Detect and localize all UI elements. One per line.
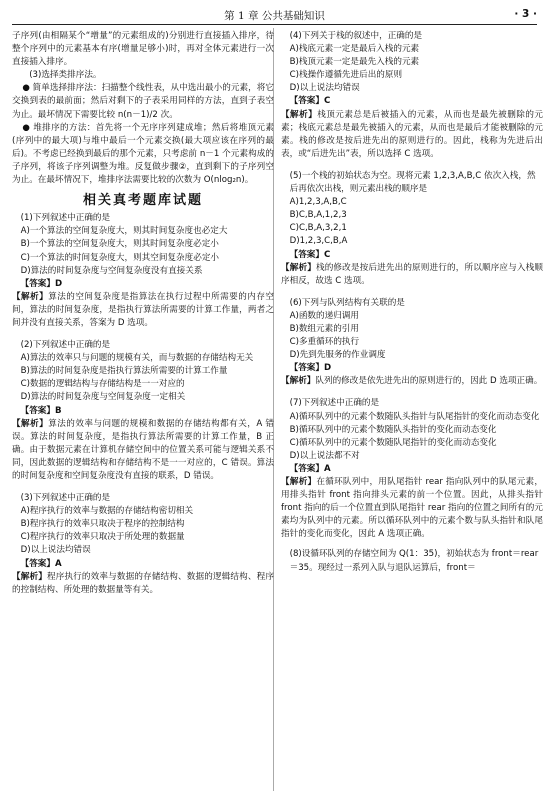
right-column xyxy=(281,30,543,575)
option: B)程序执行的效率只取决于程序的控制结构 xyxy=(20,519,185,530)
analysis-text: 队列的修改是依先进先出的原则进行的，因此 D 选项正确。 xyxy=(315,376,543,387)
option: C)C,B,A,3,2,1 xyxy=(289,223,347,234)
chapter-title: 第 1 章 公共基础知识 xyxy=(224,10,325,22)
question-stem: (4)下列关于栈的叙述中，正确的是 xyxy=(289,31,423,41)
analysis-label: 【解析】 xyxy=(281,376,316,387)
answer-label: 【答案】 xyxy=(20,278,55,289)
option: C)循环队列中的元素个数随队尾指针的变化而动态变化 xyxy=(289,437,497,448)
answer-line xyxy=(12,405,274,418)
paragraph: 子序列(由相隔某个“增量”的元素组成的)分别进行直接插入排序，待整个序列中的元素基本有序(增量足够小)时，再对全体元素进行一次直接插入排序。 xyxy=(12,31,274,68)
analysis xyxy=(12,571,274,597)
answer-value: C xyxy=(323,249,331,260)
analysis-label: 【解析】 xyxy=(281,477,317,487)
analysis-text: 在循环队列中，用队尾指针 rear 指向队列中的队尾元素，用排头指针 front 指向排头元素的前一个位置。因此，从排头指针 front 指向的后一个位置直到队尾指针 rear 指向的位置之间所有的元素均为队列中的元素。所以循环队列中的元素个数与队头指针和队尾指针的变化而变化，因此 A 选项正确。 xyxy=(281,477,543,540)
page-header xyxy=(12,6,537,25)
question-3 xyxy=(12,492,274,597)
option: A)函数的递归调用 xyxy=(289,310,359,321)
option: A)循环队列中的元素个数随队头指针与队尾指针的变化而动态变化 xyxy=(289,411,540,422)
answer-label: 【答案】 xyxy=(289,463,324,474)
answer-value: C xyxy=(323,96,331,107)
answer-label: 【答案】 xyxy=(289,363,324,374)
question-stem: (6)下列与队列结构有关联的是 xyxy=(289,297,405,308)
analysis-label: 【解析】 xyxy=(12,418,49,429)
page-number: · 3 · xyxy=(514,8,537,20)
option: C)栈操作遵循先进后出的原则 xyxy=(289,70,403,81)
answer-line xyxy=(12,278,274,291)
answer-label: 【答案】 xyxy=(289,249,324,260)
option: A)栈底元素一定是最后入栈的元素 xyxy=(289,44,420,55)
analysis-label: 【解析】 xyxy=(12,571,47,582)
option: B)栈顶元素一定是最先入栈的元素 xyxy=(289,57,420,68)
answer-label: 【答案】 xyxy=(20,405,55,416)
analysis-label: 【解析】 xyxy=(12,291,49,302)
option: D)算法的时间复杂度与空间复杂度没有直接关系 xyxy=(20,265,203,276)
question-8 xyxy=(281,548,543,574)
analysis-text: 栈顶元素总是后被插入的元素，从而也是最先被删除的元素；栈底元素总是最先被插入的元素，从而也是最后才能被删除的元素。栈的修改是按后进先出的原则进行的。因此，栈称为先进后出表，或“后进先出”表，所以选择 C 选项。 xyxy=(281,109,543,159)
bullet-paragraph: ● 简单选择排序法：扫描整个线性表，从中选出最小的元素，将它交换到表的最前面；然后对剩下的子表采用同样的方法，直到子表空为止。最坏情况下需要比较 n(n－1)/2 次。 xyxy=(12,83,274,120)
option: C)程序执行的效率只取决于所处理的数据量 xyxy=(20,532,185,543)
option: B)一个算法的空间复杂度大，则其时间复杂度必定小 xyxy=(20,239,219,250)
analysis-text: 程序执行的效率与数据的存储结构、数据的逻辑结构、程序的控制结构、所处理的数据量等有关。 xyxy=(12,571,274,595)
section-title: 相关真考题库试题 xyxy=(82,193,203,209)
analysis xyxy=(281,262,543,288)
option: D)以上说法均错误 xyxy=(289,83,360,94)
answer-value: A xyxy=(54,558,62,569)
option: B)循环队列中的元素个数随队头指针的变化而动态变化 xyxy=(289,424,497,435)
option: A)算法的效率只与问题的规模有关，而与数据的存储结构无关 xyxy=(20,353,254,364)
answer-line xyxy=(281,463,543,476)
answer-value: B xyxy=(54,405,62,416)
subheading: (3)选择类排序法。 xyxy=(29,70,102,81)
answer-label: 【答案】 xyxy=(289,96,324,107)
analysis-text: 算法的效率与问题的规模和数据的存储结构都有关，A 错误。算法的时间复杂度，是指执行算法所需要的计算工作量，B 正确。由于数据元素在计算机存储空间中的位置关系可能与逻辑关系不同，因此数据的逻辑结构和存储结构不是一一对应的，C 错误。算法的时间复杂度和空间复杂度没有直接的联系，D 错误。 xyxy=(12,418,274,481)
analysis xyxy=(12,418,274,483)
option: A)1,2,3,A,B,C xyxy=(289,197,347,208)
option: A)一个算法的空间复杂度大，则其时间复杂度也必定大 xyxy=(20,226,228,237)
question-7 xyxy=(281,397,543,541)
answer-label: 【答案】 xyxy=(20,558,55,569)
answer-value: D xyxy=(54,278,63,289)
analysis-label: 【解析】 xyxy=(281,262,316,273)
question-stem: (5)一个栈的初始状态为空。现将元素 1,2,3,A,B,C 依次入栈，然后再依次出栈，则元素出栈的顺序是 xyxy=(289,170,536,195)
option: C)数据的逻辑结构与存储结构是一一对应的 xyxy=(20,379,185,390)
option: D)算法的时间复杂度与空间复杂度一定相关 xyxy=(20,392,186,403)
analysis-text: 算法的空间复杂度是指算法在执行过程中所需要的内存空间，算法的时间复杂度，是指执行算法所需要的计算工作量，两者之间并没有直接关系，答案为 D 选项。 xyxy=(12,291,274,328)
option: A)程序执行的效率与数据的存储结构密切相关 xyxy=(20,506,194,517)
option: C)一个算法的时间复杂度大，则其空间复杂度必定小 xyxy=(20,252,220,263)
answer-value: D xyxy=(323,363,332,374)
option: D)1,2,3,C,B,A xyxy=(289,236,348,247)
question-stem: (2)下列叙述中正确的是 xyxy=(20,340,111,351)
question-stem: (1)下列叙述中正确的是 xyxy=(20,213,111,224)
analysis xyxy=(12,291,274,330)
option: B)算法的时间复杂度是指执行算法所需要的计算工作量 xyxy=(20,366,228,377)
answer-line xyxy=(281,95,543,108)
analysis-text: 栈的修改是按后进先出的原则进行的，所以顺序应与入栈顺序相反，故选 C 选项。 xyxy=(281,262,543,286)
question-4 xyxy=(281,30,543,161)
option: D)以上说法均错误 xyxy=(20,545,91,556)
answer-line xyxy=(281,362,543,375)
question-stem: (3)下列叙述中正确的是 xyxy=(20,493,111,504)
question-2 xyxy=(12,339,274,483)
option: D)先到先服务的作业调度 xyxy=(289,350,386,361)
option: B)数组元素的引用 xyxy=(289,323,359,334)
option: B)C,B,A,1,2,3 xyxy=(289,210,347,221)
question-stem: (8)设循环队列的存储空间为 Q(1：35)，初始状态为 front＝rear＝35。现经过一系列入队与退队运算后，front＝ xyxy=(289,549,539,573)
question-1 xyxy=(12,212,274,330)
question-5 xyxy=(281,170,543,288)
analysis xyxy=(281,375,543,388)
answer-value: A xyxy=(323,463,331,474)
question-stem: (7)下列叙述中正确的是 xyxy=(289,398,380,409)
analysis xyxy=(281,109,543,161)
option: D)以上说法都不对 xyxy=(289,450,360,461)
analysis xyxy=(281,476,543,541)
answer-line xyxy=(12,558,274,571)
analysis-label: 【解析】 xyxy=(281,109,318,120)
answer-line xyxy=(281,249,543,262)
option: C)多重循环的执行 xyxy=(289,337,360,348)
question-6 xyxy=(281,297,543,389)
bullet-paragraph: ● 堆排序的方法：首先将一个无序序列建成堆；然后将堆顶元素(序列中的最大项)与堆中最后一个元素交换(最大项应该在序列的最后)。不考虑已经换到最后的那个元素，只考虑前 n－1 个元素构成的子序列，将该子序列调整为堆。反复做步骤②，直到剩下的子序列空为止。在最坏情况下，堆排序法需要比较的次数为 O(nlog₂n)。 xyxy=(12,122,274,186)
left-column xyxy=(12,30,274,597)
